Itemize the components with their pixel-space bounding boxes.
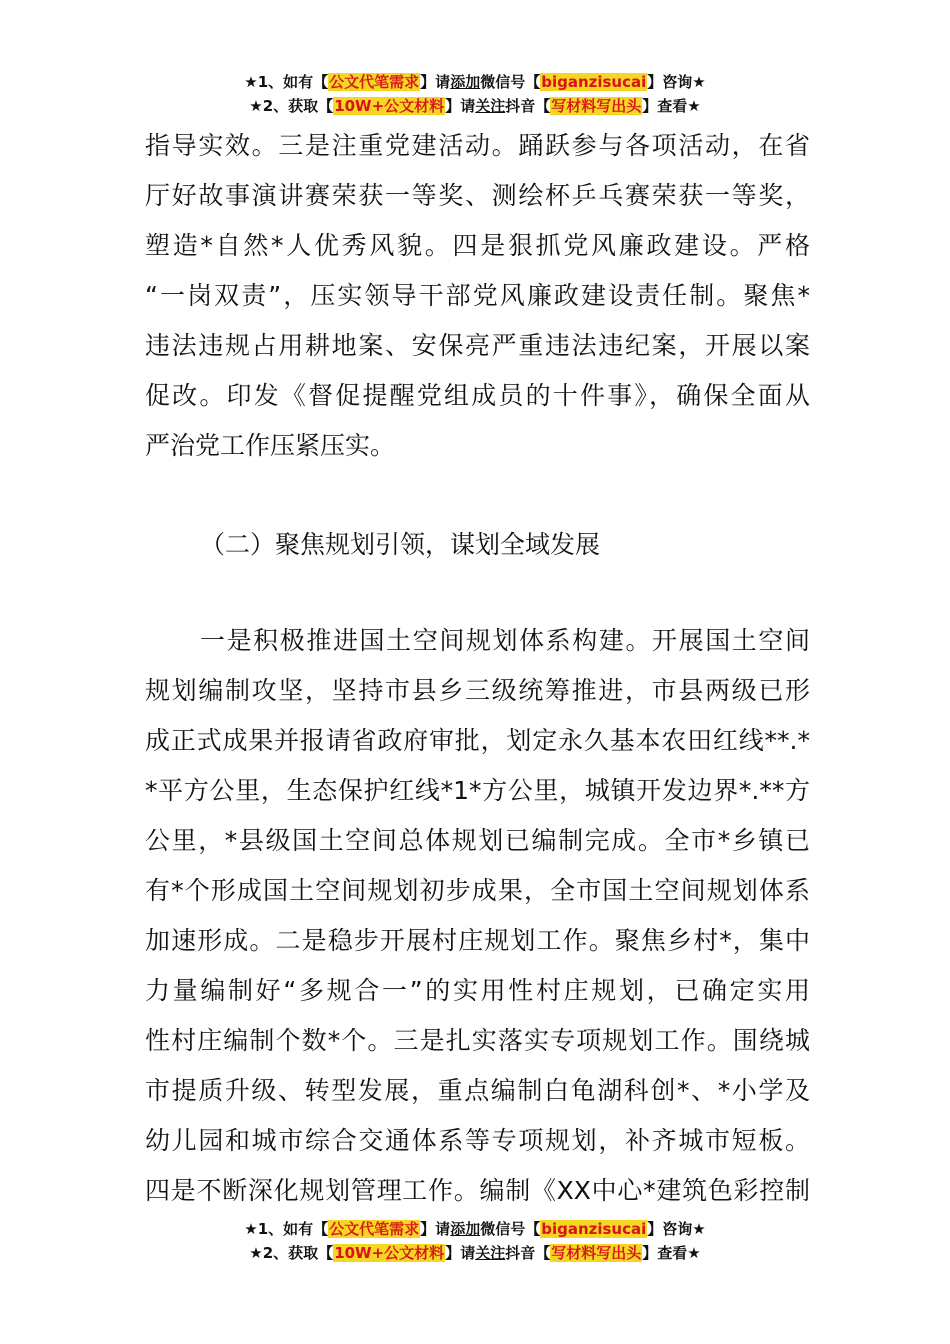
banner-text: 微信号【 — [480, 1220, 541, 1238]
banner-highlight: 公文代笔需求 — [329, 1220, 420, 1238]
text-line: 加速形成。二是稳步开展村庄规划工作。聚焦乡村*，集中 — [145, 926, 810, 955]
top-banner — [0, 70, 950, 118]
section-heading: （二）聚焦规划引领，谋划全域发展 — [200, 530, 601, 559]
banner-line-2 — [0, 94, 950, 118]
banner-highlight: 写材料写出头 — [551, 97, 642, 115]
banner-highlight: 10W+公文材料 — [334, 1244, 445, 1262]
text-line: 塑造*自然*人优秀风貌。四是狠抓党风廉政建设。严格 — [145, 231, 810, 260]
banner-underlined: 关注 — [475, 97, 506, 115]
banner-text: 】咨询★ — [647, 1220, 706, 1238]
banner-text: 】查看★ — [642, 97, 701, 115]
text-line: 厅好故事演讲赛荣获一等奖、测绘杯乒乓赛荣获一等奖， — [145, 181, 810, 210]
banner-underlined: 添加 — [450, 73, 481, 91]
text-line: 规划编制攻坚，坚持市县乡三级统筹推进，市县两级已形 — [145, 676, 810, 705]
text-line: 公里，*县级国土空间总体规划已编制完成。全市*乡镇已 — [145, 826, 810, 855]
text-line: 成正式成果并报请省政府审批，划定永久基本农田红线**.* — [145, 726, 810, 755]
banner-highlight: 写材料写出头 — [551, 1244, 642, 1262]
text-line: 严治党工作压紧压实。 — [145, 431, 396, 460]
banner-text: 】请 — [445, 97, 476, 115]
text-line: 促改。印发《督促提醒党组成员的十件事》，确保全面从 — [145, 381, 810, 410]
banner-text: 】请 — [420, 73, 451, 91]
text-line: 市提质升级、转型发展，重点编制白龟湖科创*、*小学及 — [145, 1076, 810, 1105]
text-line: “一岗双责”，压实领导干部党风廉政建设责任制。聚焦* — [145, 281, 810, 310]
banner-highlight: biganzisucai — [541, 1220, 647, 1238]
text-line: 四是不断深化规划管理工作。编制《XX中心*建筑色彩控制 — [145, 1176, 810, 1205]
banner-text: 】请 — [420, 1220, 451, 1238]
text-line: 违法违规占用耕地案、安保亮严重违法违纪案，开展以案 — [145, 331, 810, 360]
paragraph-1 — [145, 121, 810, 471]
banner-text: 】咨询★ — [647, 73, 706, 91]
text-line: 力量编制好“多规合一”的实用性村庄规划，已确定实用 — [145, 976, 810, 1005]
banner-line-1 — [0, 1217, 950, 1241]
banner-text: 】查看★ — [642, 1244, 701, 1262]
banner-highlight: 10W+公文材料 — [334, 97, 445, 115]
banner-text: ★1、如有【 — [244, 1220, 329, 1238]
text-line: 性村庄编制个数*个。三是扎实落实专项规划工作。围绕城 — [145, 1026, 810, 1055]
banner-line-2 — [0, 1241, 950, 1265]
banner-line-1 — [0, 70, 950, 94]
banner-text: 抖音【 — [505, 1244, 551, 1262]
text-line: 有*个形成国土空间规划初步成果，全市国土空间规划体系 — [145, 876, 810, 905]
text-line: 幼儿园和城市综合交通体系等专项规划，补齐城市短板。 — [145, 1126, 810, 1155]
text-line: 指导实效。三是注重党建活动。踊跃参与各项活动，在省 — [145, 131, 810, 160]
banner-underlined: 添加 — [450, 1220, 481, 1238]
text-line: 一是积极推进国土空间规划体系构建。开展国土空间 — [200, 626, 810, 655]
banner-highlight: 公文代笔需求 — [329, 73, 420, 91]
text-line: *平方公里，生态保护红线*1*方公里，城镇开发边界*.**方 — [145, 776, 810, 805]
paragraph-2 — [145, 616, 810, 1216]
banner-text: 微信号【 — [480, 73, 541, 91]
banner-text: 】请 — [445, 1244, 476, 1262]
banner-highlight: biganzisucai — [541, 73, 647, 91]
banner-text: ★2、获取【 — [249, 97, 334, 115]
banner-text: ★1、如有【 — [244, 73, 329, 91]
bottom-banner — [0, 1217, 950, 1265]
banner-text: ★2、获取【 — [249, 1244, 334, 1262]
banner-text: 抖音【 — [505, 97, 551, 115]
banner-underlined: 关注 — [475, 1244, 506, 1262]
